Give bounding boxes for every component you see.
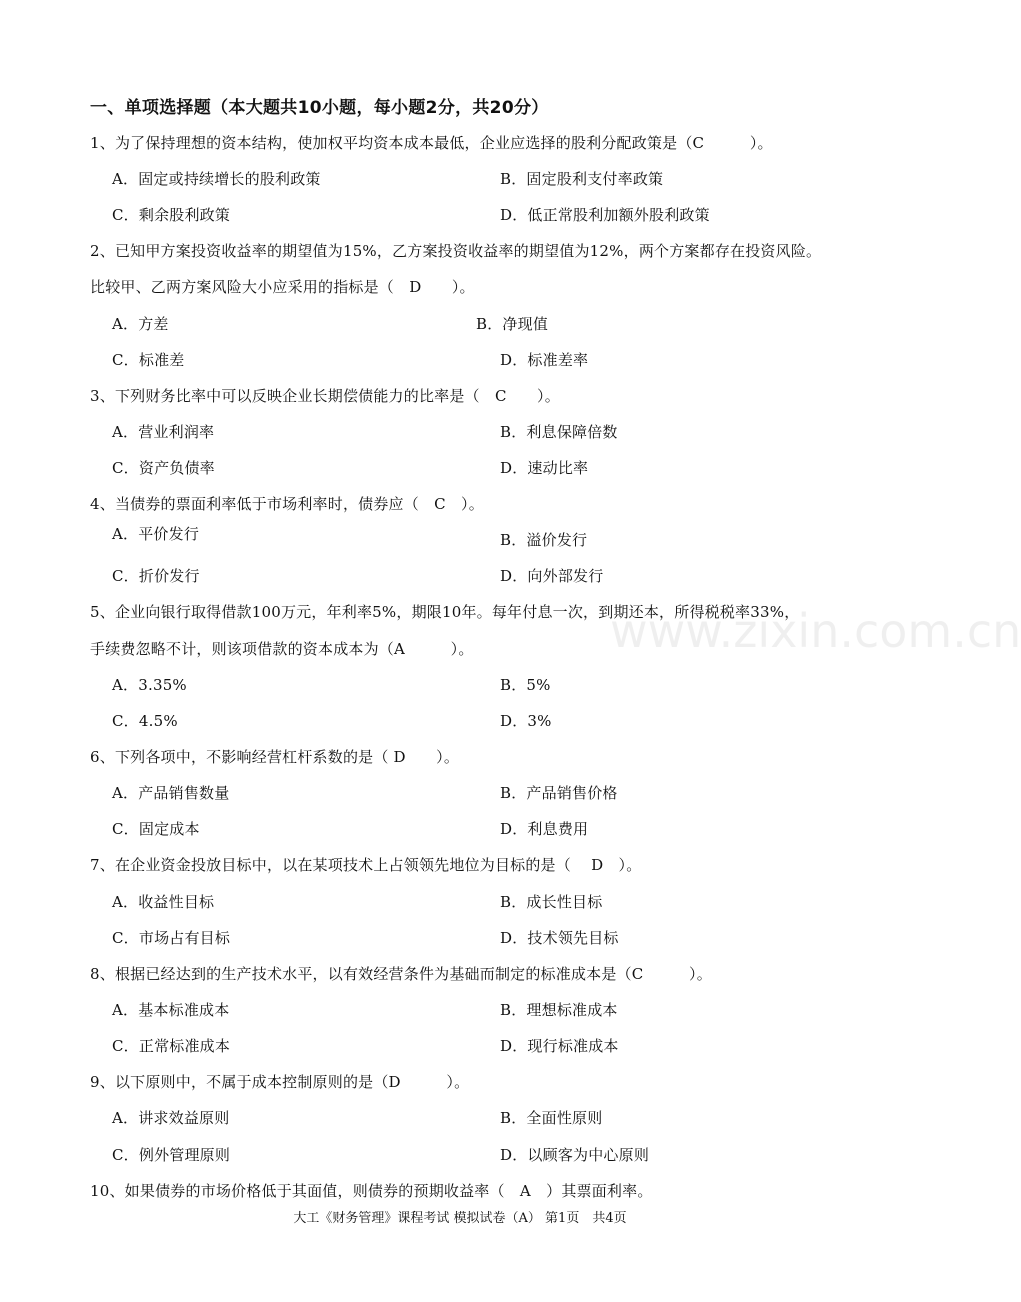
watermark: www.zixin.com.cn [610,604,1021,658]
question-5-option-b: B．5% [500,676,551,694]
question-9-option-a: A．讲求效益原则 [112,1109,230,1127]
question-1-option-a: A．固定或持续增长的股利政策 [112,170,321,188]
question-8-stem: 8、根据已经达到的生产技术水平，以有效经营条件为基础而制定的标准成本是（C ）。 [90,965,712,983]
question-9-option-c: C．例外管理原则 [112,1146,231,1164]
question-7-option-c: C．市场占有目标 [112,929,231,947]
question-3-option-c: C．资产负债率 [112,459,215,477]
question-2-stem-line-2: 比较甲、乙两方案风险大小应采用的指标是（ D ）。 [90,278,475,296]
question-3-option-d: D．速动比率 [500,459,589,477]
question-10-stem: 10、如果债券的市场价格低于其面值，则债券的预期收益率（ A ）其票面利率。 [90,1182,653,1200]
question-6-option-a: A．产品销售数量 [112,784,230,802]
question-5-stem-line-1: 5、企业向银行取得借款100万元，年利率5%，期限10年。每年付息一次，到期还本，所得税税率33%， [90,603,800,621]
question-8-option-d: D．现行标准成本 [500,1037,619,1055]
question-8-option-c: C．正常标准成本 [112,1037,231,1055]
question-6-option-b: B．产品销售价格 [500,784,618,802]
question-2-option-b: B．净现值 [476,315,549,333]
question-6-option-c: C．固定成本 [112,820,200,838]
question-4-option-a: A．平价发行 [112,525,200,543]
question-1-stem: 1、为了保持理想的资本结构，使加权平均资本成本最低，企业应选择的股利分配政策是（C ）。 [90,134,773,152]
question-3-option-b: B．利息保障倍数 [500,423,618,441]
question-4-option-d: D．向外部发行 [500,567,604,585]
page-footer: 大工《财务管理》课程考试 模拟试卷（A） 第1页 共4页 [293,1211,627,1226]
question-2-option-c: C．标准差 [112,351,185,369]
question-2-option-a: A．方差 [112,315,169,333]
question-9-option-d: D．以顾客为中心原则 [500,1146,650,1164]
question-5-option-a: A．3.35% [112,676,187,694]
question-9-stem: 9、以下原则中，不属于成本控制原则的是（D ）。 [90,1073,470,1091]
question-3-stem: 3、下列财务比率中可以反映企业长期偿债能力的比率是（ C ）。 [90,387,560,405]
question-5-option-c: C．4.5% [112,712,178,730]
question-5-stem-line-2: 手续费忽略不计，则该项借款的资本成本为（A ）。 [90,640,474,658]
question-4-option-b: B．溢价发行 [500,531,588,549]
question-7-option-d: D．技术领先目标 [500,929,619,947]
question-7-stem: 7、在企业资金投放目标中，以在某项技术上占领领先地位为目标的是（ D ）。 [90,856,642,874]
question-7-option-b: B．成长性目标 [500,893,603,911]
section-title: 一、单项选择题（本大题共10小题，每小题2分，共20分） [90,98,549,118]
question-4-option-c: C．折价发行 [112,567,200,585]
question-1-option-d: D．低正常股利加额外股利政策 [500,206,710,224]
question-7-option-a: A．收益性目标 [112,893,215,911]
question-8-option-a: A．基本标准成本 [112,1001,230,1019]
question-3-option-a: A．营业利润率 [112,423,215,441]
question-2-option-d: D．标准差率 [500,351,589,369]
question-2-stem-line-1: 2、已知甲方案投资收益率的期望值为15%，乙方案投资收益率的期望值为12%，两个方案都存在投资风险。 [90,242,822,260]
question-8-option-b: B．理想标准成本 [500,1001,618,1019]
question-6-option-d: D．利息费用 [500,820,589,838]
question-9-option-b: B．全面性原则 [500,1109,603,1127]
question-1-option-b: B．固定股利支付率政策 [500,170,664,188]
question-6-stem: 6、下列各项中，不影响经营杠杆系数的是（ D ）。 [90,748,460,766]
question-5-option-d: D．3% [500,712,552,730]
question-1-option-c: C．剩余股利政策 [112,206,231,224]
question-4-stem: 4、当债券的票面利率低于市场利率时，债券应（ C ）。 [90,495,484,513]
